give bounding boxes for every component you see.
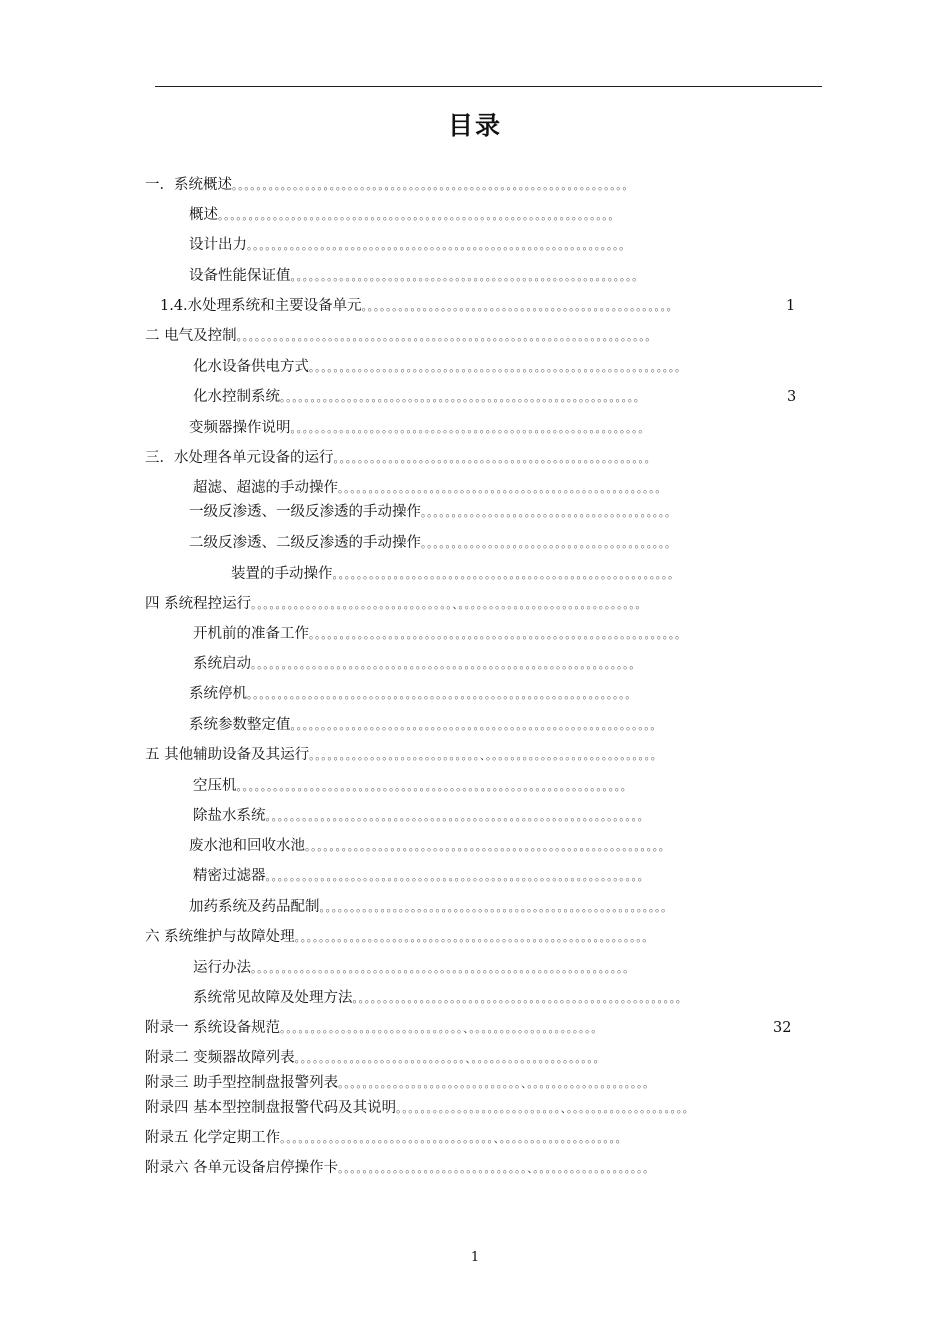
toc-entry-label: 化水控制系统 <box>193 389 280 405</box>
toc-entry-label: 四 系统程控运行 <box>145 596 252 612</box>
toc-leader: 。。。。。。。。。。。。。。。。。。。。。。。。。。。。。。、。。。。。。。。。。。。。。。。。。。。。 <box>280 1022 603 1035</box>
toc-entry[interactable] <box>145 744 662 766</box>
toc-leader: 。。。。。。。。。。。。。。。。。。。。。。。。。。。。。。。。。。。。。。。。。。。。。。。。。。。。。。。。。。。。。。 <box>265 870 650 883</box>
toc-entry[interactable] <box>189 265 644 287</box>
toc-entry[interactable] <box>189 896 673 918</box>
toc-leader: 。。。。。。。。。。。。。。。。。。。。。。。。。。。。。。。。。。。。。。。。。。。。。。。。。。。。。。。。。 <box>319 901 673 914</box>
toc-entry[interactable] <box>189 501 677 523</box>
toc-entry-label: 附录一 系统设备规范 <box>145 1020 281 1036</box>
toc-entry[interactable] <box>193 865 649 887</box>
toc-entry[interactable] <box>231 563 680 585</box>
toc-entry-label: 六 系统维护与故障处理 <box>145 929 295 945</box>
toc-entry[interactable] <box>145 1047 605 1069</box>
toc-entry[interactable] <box>193 987 687 1009</box>
toc-entry-label: 系统参数整定值 <box>189 717 291 733</box>
toc-leader: 。。。。。。。。。。。。。。。。。。。。。。。。。。。。。。。。。。。。。。。。。。。。。。。。。。。。。。。。。。。。。。 <box>251 962 635 975</box>
toc-leader: 。。。。。。。。。。。。。。。。。。。。。。。。。。。。。。。。。。。。。。。。。。。。。。。。。。。。。。。。。。。 <box>305 840 671 853</box>
toc-entry-label: 超滤、超滤的手动操作 <box>193 480 338 496</box>
toc-entry-label: 除盐水系统 <box>193 808 266 824</box>
toc-entry[interactable] <box>193 805 649 827</box>
toc-leader: 。。。。。。。。。。。。。。。。。。。。。。。。。。。。。。。。。。。。。。。。。。。。。。。。。。。。。。。。。。。。。。。。。。。。 <box>236 330 657 343</box>
toc-leader: 。。。。。。。。。。。。。。。。。。。。。。。。。。。。。。。。。。。。。。。。。。。。。。。。。。。 <box>361 300 679 313</box>
toc-entry-label: 变频器操作说明 <box>189 420 291 436</box>
toc-entry-label: 附录六 各单元设备启停操作卡 <box>145 1160 339 1176</box>
toc-leader: 。。。。。。。。。。。。。。。。。。。。。。。。。。。、。。。。。。。。。。。。。。。。。。。。 <box>396 1102 695 1115</box>
toc-entry-label: 一级反渗透、一级反渗透的手动操作 <box>189 504 421 520</box>
toc-leader: 。。。。。。。。。。。。。。。。。。。。。。。。。。。。。。。。。。。。。。。。。。。。。。。。。。。。。。。。。。。。 <box>290 719 662 732</box>
toc-entry[interactable] <box>145 1017 795 1039</box>
toc-leader: 。。。。。。。。。。。。。。。。。。。。。。。。。。。。。。。。。。。、。。。。。。。。。。。。。。。。。。。。 <box>280 1132 628 1145</box>
toc-entry-label: 附录三 助手型控制盘报警列表 <box>145 1075 339 1091</box>
toc-leader: 。。。。。。。。。。。。。。。。。。。。。。。。。。。。。。、。。。。。。。。。。。。。。。。。。。。 <box>338 1077 655 1090</box>
toc-leader: 。。。。。。。。。。。。。。。。。。。。。。。。。。。。。。。。。。。。。。。。。。。。。。。。。。。。。。。。。。 <box>294 931 654 944</box>
toc-entry-label: 化水设备供电方式 <box>193 359 309 375</box>
toc-entry[interactable] <box>145 1072 655 1094</box>
toc-entry[interactable] <box>189 417 650 439</box>
toc-entry-label: 一．系统概述 <box>145 177 232 193</box>
page-number: 1 <box>470 1250 480 1265</box>
toc-entry-label: 五 其他辅助设备及其运行 <box>145 747 310 763</box>
toc-entry-label: 精密过滤器 <box>193 868 266 884</box>
toc-entry-label: 1.4.水处理系统和主要设备单元 <box>160 298 362 314</box>
toc-entry[interactable] <box>189 204 620 226</box>
toc-entry-label: 装置的手动操作 <box>231 566 333 582</box>
toc-entry-label: 附录五 化学定期工作 <box>145 1130 281 1146</box>
toc-entry[interactable] <box>145 1157 655 1179</box>
toc-leader: 。。。。。。。。。。。。。。。。。。。。。。。。。。。。。。。。。、。。。。。。。。。。。。。。。。。。。。。。。。。。。。。。 <box>251 598 648 611</box>
toc-entry[interactable] <box>189 234 631 256</box>
toc-entry[interactable] <box>193 356 687 378</box>
toc-entry-label: 二 电气及控制 <box>145 328 237 344</box>
toc-leader: 。。。。。。。。。。。。。。。。。。。。。。。。。。。。。。。。。。。。。。。。。。。。。。。。。。。。。 <box>338 482 667 495</box>
toc-leader: 。。。。。。。。。。。。。。。。。。。。。。。。。。。。。。。。。。。。。。。。。。。。。。。。。。。。。。。。。。。。。。。。。 <box>232 179 634 192</box>
toc-entry-label: 设计出力 <box>189 237 247 253</box>
toc-leader: 。。。。。。。。。。。。。。。。。。。。。。。。。。。。。。。。。。。。。。。。。。。。。。。。。。。。。。。。。。。 <box>280 391 646 404</box>
toc-entry[interactable] <box>193 477 667 499</box>
toc-leader: 。。。。。。。。。。。。。。。。。。。。。。。。。。。。。。。。。。。。。。。。。 <box>421 506 677 519</box>
toc-leader: 。。。。。。。。。。。。。。。。。。。。。。。。。。。。。。。。。。。。。。。。。。。。。。。。。。。。。。。。。。。。。。 <box>247 239 631 252</box>
toc-entry[interactable] <box>160 295 800 317</box>
toc-entry[interactable] <box>189 714 662 736</box>
toc-entry[interactable] <box>145 1127 627 1149</box>
toc-page-number: 1 <box>786 298 796 314</box>
toc-leader: 。。。。。。。。。。。。。。。。。。。。。。。。。。。。。。。。。。。。。。。。。。。。。。。。。。。。。。。。。。。。。。。。。 <box>218 209 620 222</box>
toc-entry[interactable] <box>145 926 654 948</box>
toc-entry[interactable] <box>145 174 634 196</box>
toc-entry[interactable] <box>145 1097 694 1119</box>
toc-entry[interactable] <box>145 325 657 347</box>
toc-entry-label: 附录二 变频器故障列表 <box>145 1050 295 1066</box>
toc-entry-label: 概述 <box>189 207 218 223</box>
toc-entry-label: 系统停机 <box>189 686 247 702</box>
toc-leader: 。。。。。。。。。。。。。。。。。。。。。。。。。。。。。。。、。。。。。。。。。。。。。。。。。。。 <box>338 1162 655 1175</box>
toc-page-number: 32 <box>773 1020 792 1036</box>
toc-leader: 。。。。。。。。。。。。。。。。。。。。。。。。。。。。。。。。。。。。。。。。。。。。。。。。。。。。。。 <box>352 992 688 1005</box>
toc-entry[interactable] <box>189 683 637 705</box>
toc-entry[interactable] <box>145 447 656 469</box>
toc-entry-label: 空压机 <box>193 778 237 794</box>
page-title: 目录 <box>447 111 502 140</box>
toc-leader: 。。。。。。。。。。。。。。。。。。。。。。。。。。。。。。。。。。。。。。。。。。。。。。。。。。。。。。。。。。。。。 <box>309 361 687 374</box>
toc-entry-label: 附录四 基本型控制盘报警代码及其说明 <box>145 1100 397 1116</box>
toc-entry[interactable] <box>193 775 632 797</box>
toc-entry[interactable] <box>145 593 647 615</box>
toc-entry-label: 废水池和回收水池 <box>189 838 305 854</box>
toc-leader: 。。。。。。。。。。。。。。。。。。。。。。。。。。。。。。。。。。。。。。。。。。。。。。。。。。。。。。。。。。。。。。。。 <box>236 780 633 793</box>
toc-leader: 。。。。。。。。。。。。。。。。。。。。。。。。。。。。。。。。。。。。。。。。。。。。。。。。。。。。。。。。。。。。。。。 <box>251 658 641 671</box>
toc-leader: 。。。。。。。。。。。。。。。。。。。。。。。。。。。。。。。。。。。。。。。。。。。。。。。。。。。。。。。。 <box>332 568 680 581</box>
toc-entry[interactable] <box>189 532 677 554</box>
toc-entry[interactable] <box>193 623 687 645</box>
toc-entry[interactable] <box>189 835 670 857</box>
toc-entry-label: 二级反渗透、二级反渗透的手动操作 <box>189 535 421 551</box>
toc-entry-label: 加药系统及药品配制 <box>189 899 320 915</box>
toc-entry[interactable] <box>193 653 641 675</box>
toc-leader: 。。。。。。。。。。。。。。。。。。。。。。。。。。。。。。。。。。。。。。。。。。。。。。。。。。。。。。。。。。。。。 <box>309 628 687 641</box>
toc-leader: 。。。。。。。。。。。。。。。。。。。。。。。。。。。。。。。。。。。。。。。。。。。。。。。。。。。。。。。。。。 <box>290 422 650 435</box>
toc-entry[interactable] <box>193 957 635 979</box>
toc-leader: 。。。。。。。。。。。。。。。。。。。。。。。。。。。。。。。。。。。。。。。。。。。。。。。。。。。。。。。。。。。。。。。 <box>247 688 637 701</box>
toc-entry[interactable] <box>193 386 803 408</box>
toc-entry-label: 三．水处理各单元设备的运行 <box>145 450 334 466</box>
toc-leader: 。。。。。。。。。。。。。。。。。。。。。。。。。。。。。。。。。。。。。。。。。。。。。。。。。。。。。。。。。。。。。。 <box>265 810 650 823</box>
toc-entry-label: 运行办法 <box>193 960 251 976</box>
toc-page-number: 3 <box>787 389 797 405</box>
toc-leader: 。。。。。。。。。。。。。。。。。。。。。。。。。。。。、。。。。。。。。。。。。。。。。。。。。。 <box>294 1052 606 1065</box>
toc-leader: 。。。。。。。。。。。。。。。。。。。。。。。。。。。。、。。。。。。。。。。。。。。。。。。。。。。。。。。。。 <box>309 749 663 762</box>
toc-leader: 。。。。。。。。。。。。。。。。。。。。。。。。。。。。。。。。。。。。。。。。。 <box>421 537 677 550</box>
toc-leader: 。。。。。。。。。。。。。。。。。。。。。。。。。。。。。。。。。。。。。。。。。。。。。。。。。。。。。。。。。 <box>290 270 644 283</box>
toc-entry-label: 开机前的准备工作 <box>193 626 309 642</box>
toc-leader: 。。。。。。。。。。。。。。。。。。。。。。。。。。。。。。。。。。。。。。。。。。。。。。。。。。。。 <box>333 452 657 465</box>
toc-entry-label: 系统常见故障及处理方法 <box>193 990 353 1006</box>
toc-entry-label: 系统启动 <box>193 656 251 672</box>
toc-entry-label: 设备性能保证值 <box>189 268 291 284</box>
